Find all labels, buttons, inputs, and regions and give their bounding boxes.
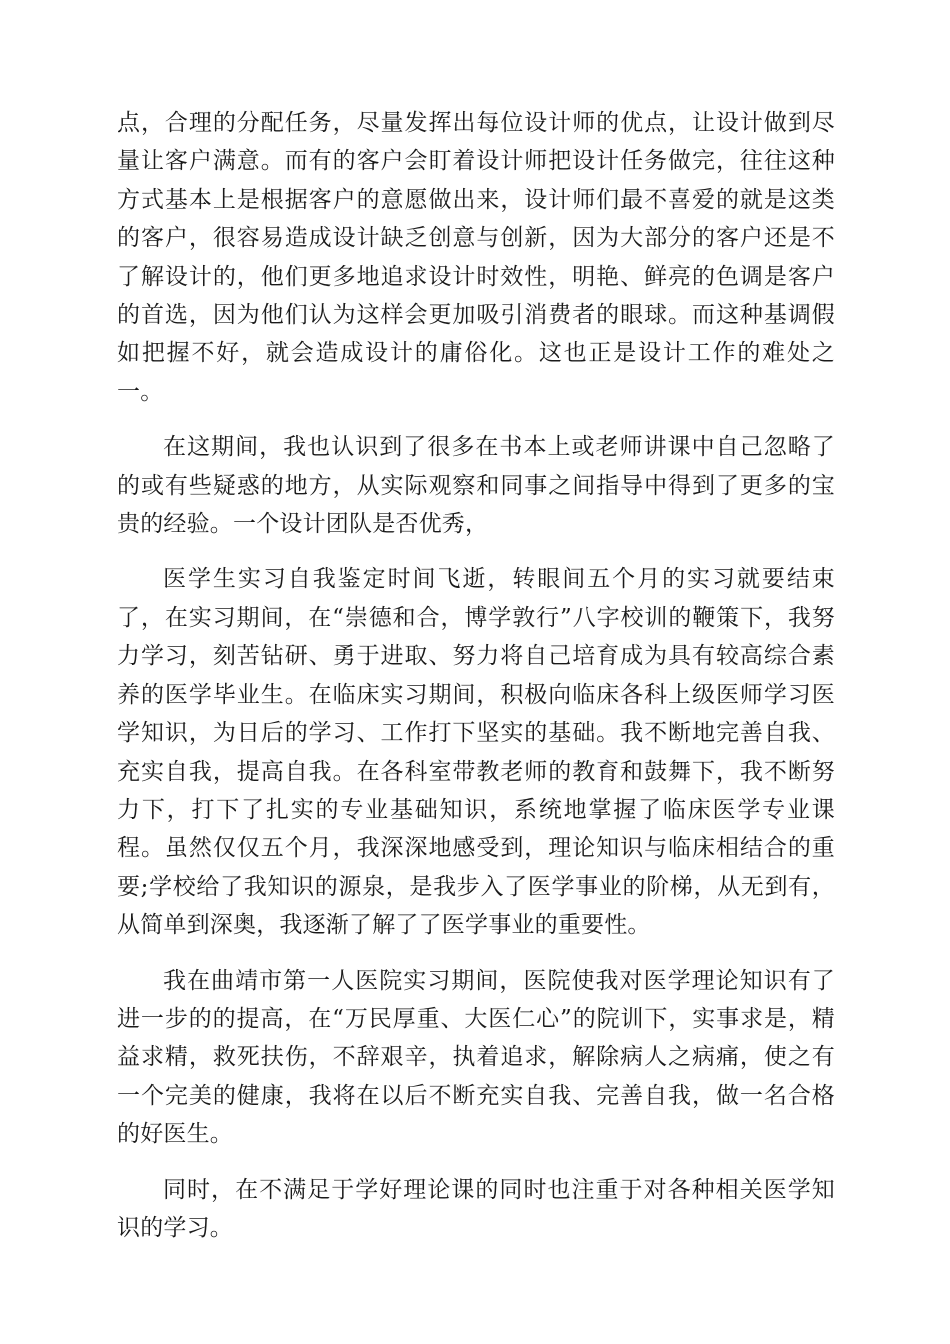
paragraph-2: 在这期间，我也认识到了很多在书本上或老师讲课中自己忽略了的或有些疑惑的地方，从实际观察和同事之间指导中得到了更多的宝贵的经验。一个设计团队是否优秀， <box>117 434 835 538</box>
paragraph-5: 同时，在不满足于学好理论课的同时也注重于对各种相关医学知识的学习。 <box>117 1176 835 1241</box>
paragraph-3: 医学生实习自我鉴定时间飞逝，转眼间五个月的实习就要结束了，在实习期间，在“崇德和合，博学敦行”八字校训的鞭策下，我努力学习，刻苦钻研、勇于进取、努力将自己培育成为具有较高综合素养的医学毕业生。在临床实习期间，积极向临床各科上级医师学习医学知识，为日后的学习、工作打下坚实的基础。我不断地完善自我、充实自我，提高自我。在各科室带教老师的教育和鼓舞下，我不断努力下，打下了扎实的专业基础知识，系统地掌握了临床医学专业课程。虽然仅仅五个月，我深深地感受到，理论知识与临床相结合的重要;学校给了我知识的源泉，是我步入了医学事业的阶梯，从无到有，从简单到深奥，我逐渐了解了了医学事业的重要性。 <box>117 566 835 939</box>
paragraph-1: 点，合理的分配任务，尽量发挥出每位设计师的优点，让设计做到尽量让客户满意。而有的客户会盯着设计师把设计任务做完，往往这种方式基本上是根据客户的意愿做出来，设计师们最不喜爱的就是这类的客户，很容易造成设计缺乏创意与创新，因为大部分的客户还是不了解设计的，他们更多地追求设计时效性，明艳、鲜亮的色调是客户的首选，因为他们认为这样会更加吸引消费者的眼球。而这种基调假如把握不好，就会造成设计的庸俗化。这也正是设计工作的难处之一。 <box>117 110 835 405</box>
document-body <box>117 104 835 1264</box>
paragraph-4: 我在曲靖市第一人医院实习期间，医院使我对医学理论知识有了进一步的的提高，在“万民厚重、大医仁心”的院训下，实事求是，精益求精，救死扶伤，不辞艰辛，执着追求，解除病人之病痛，使之有一个完美的健康，我将在以后不断充实自我、完善自我，做一名合格的好医生。 <box>117 967 835 1148</box>
